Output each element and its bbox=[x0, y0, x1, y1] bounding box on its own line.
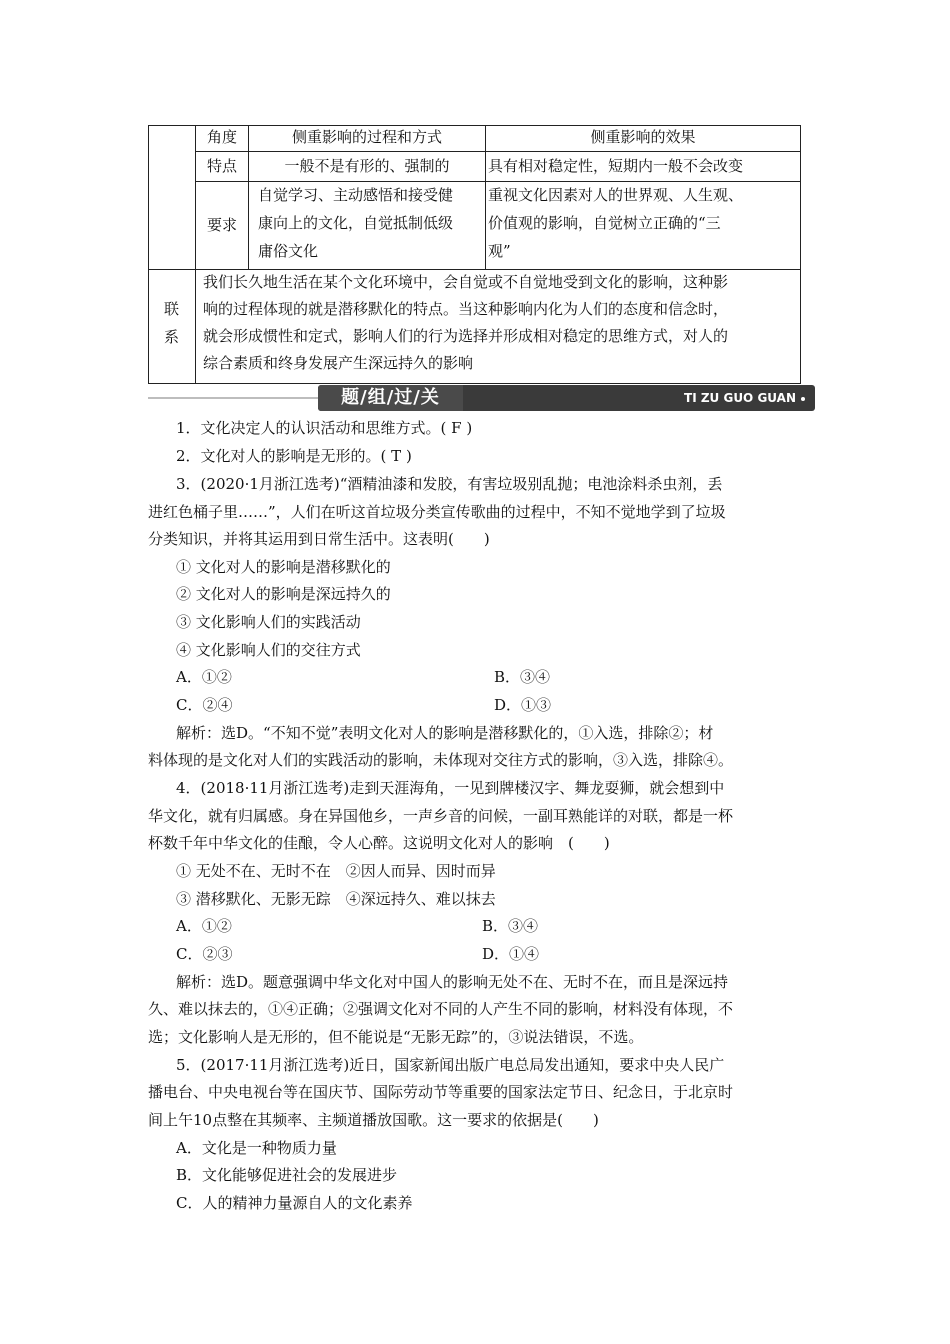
question-3-stem: 进红色桶子里……”，人们在听这首垃圾分类宣传歌曲的过程中，不知不觉地学到了垃圾 bbox=[148, 503, 726, 521]
question-3-stem: 分类知识，并将其运用到日常生活中。这表明( ) bbox=[148, 530, 490, 548]
question-5-option-a: A．文化是一种物质力量 bbox=[176, 1139, 337, 1157]
table-border-right bbox=[800, 125, 801, 384]
question-3-option-a: A．①② bbox=[176, 668, 232, 686]
question-3-item: ② 文化对人的影响是深远持久的 bbox=[176, 585, 391, 603]
section-banner bbox=[148, 385, 801, 411]
requirements-effect-line: 重视文化因素对人的世界观、人生观、 bbox=[488, 186, 744, 204]
table-border-left bbox=[148, 125, 149, 384]
question-4-option-a: A．①② bbox=[176, 917, 232, 935]
question-4-analysis: 久、难以抹去的，①④正确；②强调文化对不同的人产生不同的影响，材料没有体现，不 bbox=[148, 1000, 734, 1018]
question-5-stem: 5．(2017·11月浙江选考)近日，国家新闻出版广电总局发出通知，要求中央人民广 bbox=[176, 1056, 725, 1074]
question-5-option-c: C．人的精神力量源自人的文化素养 bbox=[176, 1194, 413, 1212]
banner-subtitle-wrap bbox=[684, 385, 805, 411]
question-4-option-d: D．①④ bbox=[482, 945, 540, 963]
question-3-analysis: 料体现的是文化对人们的实践活动的影响，未体现对交往方式的影响，③入选，排除④。 bbox=[148, 751, 734, 769]
banner-title: 题/组/过/关 bbox=[318, 385, 463, 411]
question-5-stem: 间上午10点整在其频率、主频道播放国歌。这一要求的依据是( ) bbox=[148, 1111, 599, 1129]
question-4-item: ① 无处不在、无时不在 ②因人而异、因时而异 bbox=[176, 862, 496, 880]
features-effect: 具有相对稳定性，短期内一般不会改变 bbox=[488, 157, 744, 175]
link-label: 系 bbox=[164, 328, 180, 346]
link-text-line: 就会形成惯性和定式，影响人们的行为选择并形成相对稳定的思维方式，对人的 bbox=[203, 327, 729, 345]
requirements-process-line: 康向上的文化，自觉抵制低级 bbox=[258, 214, 454, 232]
question-3-analysis: 解析：选D。“不知不觉”表明文化对人的影响是潜移默化的，①入选，排除②；材 bbox=[176, 724, 714, 742]
question-4-stem: 杯数千年中华文化的佳酿，令人心醉。这说明文化对人的影响 ( ) bbox=[148, 834, 610, 852]
header-effect: 侧重影响的效果 bbox=[590, 128, 696, 146]
question-3-item: ④ 文化影响人们的交往方式 bbox=[176, 641, 361, 659]
header-angle: 角度 bbox=[206, 128, 237, 146]
question-4-analysis: 选；文化影响人是无形的，但不能说是“无影无踪”的，③说法错误，不选。 bbox=[148, 1028, 644, 1046]
requirements-process-line: 庸俗文化 bbox=[258, 242, 319, 260]
question-4-option-b: B．③④ bbox=[482, 917, 539, 935]
question-1: 1．文化决定人的认识活动和思维方式。( F ) bbox=[176, 419, 473, 437]
question-4-stem: 华文化，就有归属感。身在异国他乡，一声乡音的问候，一副耳熟能详的对联，都是一杯 bbox=[148, 807, 734, 825]
dot-icon bbox=[801, 397, 805, 401]
question-3-item: ① 文化对人的影响是潜移默化的 bbox=[176, 558, 391, 576]
question-3-option-d: D．①③ bbox=[494, 696, 552, 714]
requirements-effect-line: 观” bbox=[488, 242, 511, 260]
features-process: 一般不是有形的、强制的 bbox=[284, 157, 450, 175]
link-text-line: 响的过程体现的就是潜移默化的特点。当这种影响内化为人们的态度和信念时， bbox=[203, 300, 729, 318]
banner-pill bbox=[318, 385, 815, 411]
requirements-effect-line: 价值观的影响，自觉树立正确的“三 bbox=[488, 214, 721, 232]
question-3-option-c: C．②④ bbox=[176, 696, 233, 714]
question-3-item: ③ 文化影响人们的实践活动 bbox=[176, 613, 361, 631]
question-2: 2．文化对人的影响是无形的。( T ) bbox=[176, 447, 412, 465]
question-3-option-b: B．③④ bbox=[494, 668, 551, 686]
comparison-table bbox=[148, 125, 801, 384]
requirements-process-line: 自觉学习、主动感悟和接受健 bbox=[258, 186, 454, 204]
row-label-features: 特点 bbox=[206, 157, 237, 175]
question-5-stem: 播电台、中央电视台等在国庆节、国际劳动节等重要的国家法定节日、纪念日，于北京时 bbox=[148, 1083, 734, 1101]
link-label: 联 bbox=[164, 300, 180, 318]
row-label-requirements: 要求 bbox=[206, 216, 237, 234]
question-4-item: ③ 潜移默化、无影无踪 ④深远持久、难以抹去 bbox=[176, 890, 496, 908]
question-4-analysis: 解析：选D。题意强调中华文化对中国人的影响无处不在、无时不在，而且是深远持 bbox=[176, 973, 729, 991]
table-border-bottom bbox=[148, 383, 801, 384]
question-4-stem: 4．(2018·11月浙江选考)走到天涯海角，一见到牌楼汉字、舞龙耍狮，就会想到中 bbox=[176, 779, 725, 797]
question-3-stem: 3．(2020·1月浙江选考)“酒精油漆和发胶，有害垃圾别乱抛；电池涂料杀虫剂，丢 bbox=[176, 475, 723, 493]
question-4-option-c: C．②③ bbox=[176, 945, 233, 963]
link-text-line: 我们长久地生活在某个文化环境中，会自觉或不自觉地受到文化的影响，这种影 bbox=[203, 273, 729, 291]
link-text-line: 综合素质和终身发展产生深远持久的影响 bbox=[203, 354, 474, 372]
question-5-option-b: B．文化能够促进社会的发展进步 bbox=[176, 1166, 398, 1184]
header-process: 侧重影响的过程和方式 bbox=[291, 128, 442, 146]
banner-subtitle: TI ZU GUO GUAN bbox=[684, 391, 796, 405]
